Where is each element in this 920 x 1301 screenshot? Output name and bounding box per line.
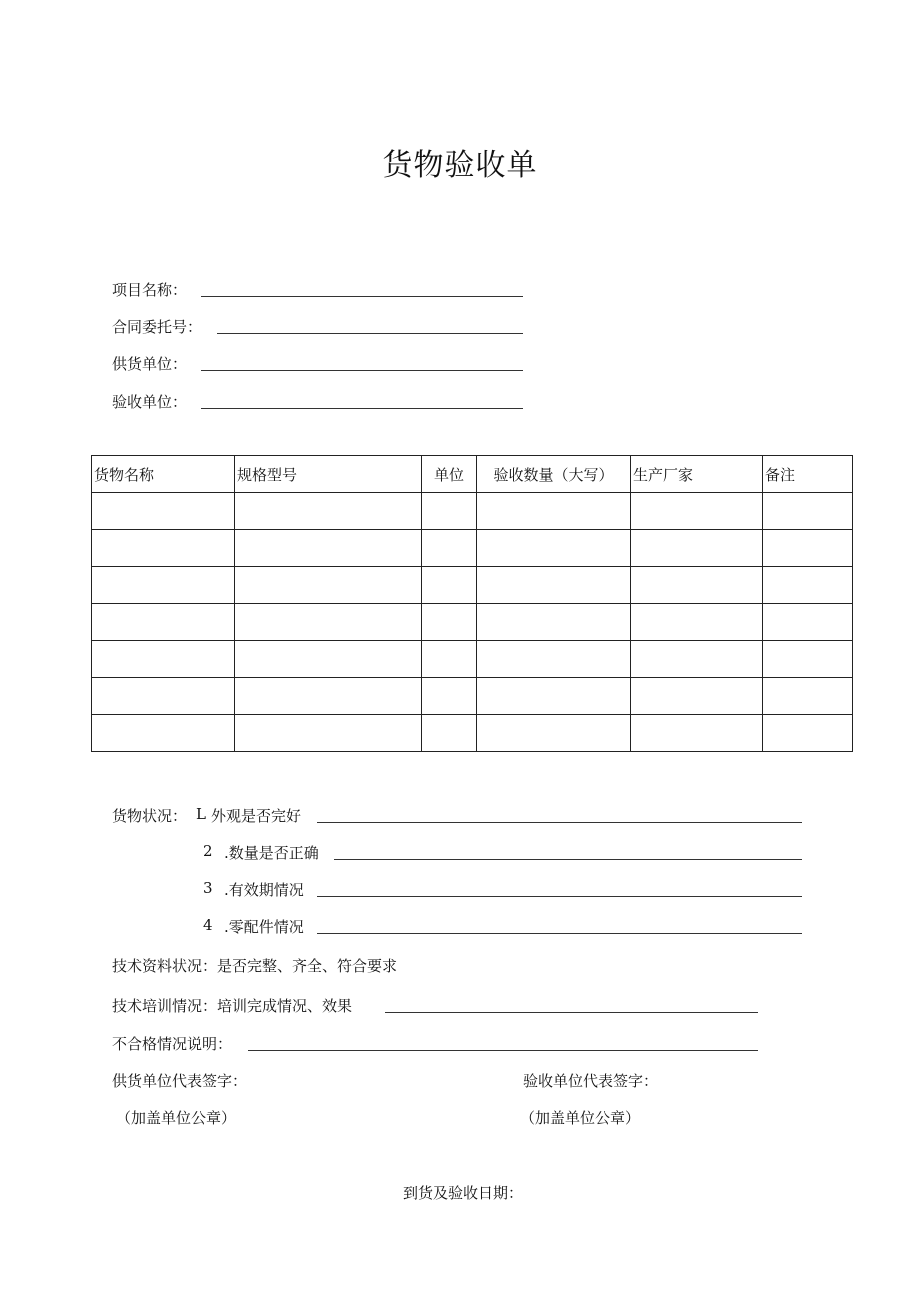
table-cell[interactable] — [92, 641, 235, 678]
table-cell[interactable] — [235, 715, 422, 752]
table-cell[interactable] — [92, 678, 235, 715]
quantity-check-field[interactable] — [334, 859, 802, 860]
supplier-signature-label: 供货单位代表签字： — [112, 1072, 248, 1090]
project-name-field[interactable] — [201, 296, 523, 297]
table-row — [92, 493, 853, 530]
contract-number-label: 合同委托号： — [112, 318, 203, 336]
page-title: 货物验收单 — [382, 148, 538, 183]
supplier-field[interactable] — [201, 370, 523, 371]
receiver-signature-label: 验收单位代表签字： — [523, 1072, 659, 1090]
tech-docs-status: 技术资料状况：是否完整、齐全、符合要求 — [112, 957, 398, 975]
goods-table — [91, 455, 853, 752]
table-cell[interactable] — [763, 567, 853, 604]
table-row — [92, 641, 853, 678]
table-cell[interactable] — [422, 641, 477, 678]
table-cell[interactable] — [763, 493, 853, 530]
table-cell[interactable] — [235, 678, 422, 715]
table-row — [92, 678, 853, 715]
table-cell[interactable] — [92, 493, 235, 530]
nonconformity-label: 不合格情况说明： — [112, 1035, 233, 1053]
table-cell[interactable] — [631, 641, 763, 678]
table-cell[interactable] — [235, 604, 422, 641]
table-cell[interactable] — [477, 678, 631, 715]
table-cell[interactable] — [477, 604, 631, 641]
table-header-row — [92, 456, 853, 493]
table-cell[interactable] — [631, 715, 763, 752]
col-header-manufacturer: 生产厂家 — [631, 456, 763, 493]
contract-number-field[interactable] — [217, 333, 523, 334]
parts-field[interactable] — [317, 933, 802, 934]
table-cell[interactable] — [92, 604, 235, 641]
nonconformity-field[interactable] — [248, 1050, 758, 1051]
table-row — [92, 715, 853, 752]
table-cell[interactable] — [235, 530, 422, 567]
table-cell[interactable] — [477, 715, 631, 752]
table-cell[interactable] — [631, 678, 763, 715]
table-cell[interactable] — [422, 604, 477, 641]
project-name-label: 项目名称： — [112, 281, 188, 299]
col-header-remarks: 备注 — [763, 456, 853, 493]
table-cell[interactable] — [422, 678, 477, 715]
table-cell[interactable] — [477, 641, 631, 678]
condition-item-number: 4 — [203, 916, 213, 934]
table-cell[interactable] — [92, 567, 235, 604]
condition-item-number: 2 — [203, 842, 213, 860]
condition-item-quantity: .数量是否正确 — [224, 844, 319, 862]
table-cell[interactable] — [763, 715, 853, 752]
condition-item-validity: .有效期情况 — [224, 881, 304, 899]
supplier-seal-note: （加盖单位公章） — [116, 1109, 237, 1127]
condition-item-number: L — [196, 805, 206, 823]
table-cell[interactable] — [763, 678, 853, 715]
supplier-label: 供货单位： — [112, 355, 188, 373]
arrival-date-label: 到货及验收日期： — [403, 1184, 524, 1202]
table-cell[interactable] — [477, 530, 631, 567]
table-cell[interactable] — [92, 715, 235, 752]
table-cell[interactable] — [763, 641, 853, 678]
table-cell[interactable] — [763, 604, 853, 641]
table-cell[interactable] — [422, 530, 477, 567]
table-cell[interactable] — [477, 567, 631, 604]
col-header-quantity: 验收数量（大写） — [477, 456, 631, 493]
tech-training-field[interactable] — [385, 1012, 758, 1013]
table-cell[interactable] — [477, 493, 631, 530]
table-row — [92, 530, 853, 567]
table-row — [92, 604, 853, 641]
appearance-field[interactable] — [317, 822, 802, 823]
receiver-seal-note: （加盖单位公章） — [520, 1109, 641, 1127]
col-header-spec-model: 规格型号 — [235, 456, 422, 493]
validity-field[interactable] — [317, 896, 802, 897]
table-cell[interactable] — [422, 715, 477, 752]
table-cell[interactable] — [235, 493, 422, 530]
table-cell[interactable] — [631, 604, 763, 641]
table-cell[interactable] — [631, 530, 763, 567]
condition-item-number: 3 — [203, 879, 213, 897]
col-header-goods-name: 货物名称 — [92, 456, 235, 493]
condition-item-appearance: 外观是否完好 — [211, 807, 302, 825]
table-cell[interactable] — [92, 530, 235, 567]
tech-training-status: 技术培训情况：培训完成情况、效果 — [112, 997, 353, 1015]
table-cell[interactable] — [763, 530, 853, 567]
receiver-label: 验收单位： — [112, 393, 188, 411]
table-cell[interactable] — [631, 493, 763, 530]
table-cell[interactable] — [631, 567, 763, 604]
table-row — [92, 567, 853, 604]
goods-condition-label: 货物状况： — [112, 807, 188, 825]
table-cell[interactable] — [235, 641, 422, 678]
table-cell[interactable] — [422, 493, 477, 530]
table-cell[interactable] — [422, 567, 477, 604]
receiver-field[interactable] — [201, 408, 523, 409]
col-header-unit: 单位 — [422, 456, 477, 493]
table-cell[interactable] — [235, 567, 422, 604]
condition-item-parts: .零配件情况 — [224, 918, 304, 936]
